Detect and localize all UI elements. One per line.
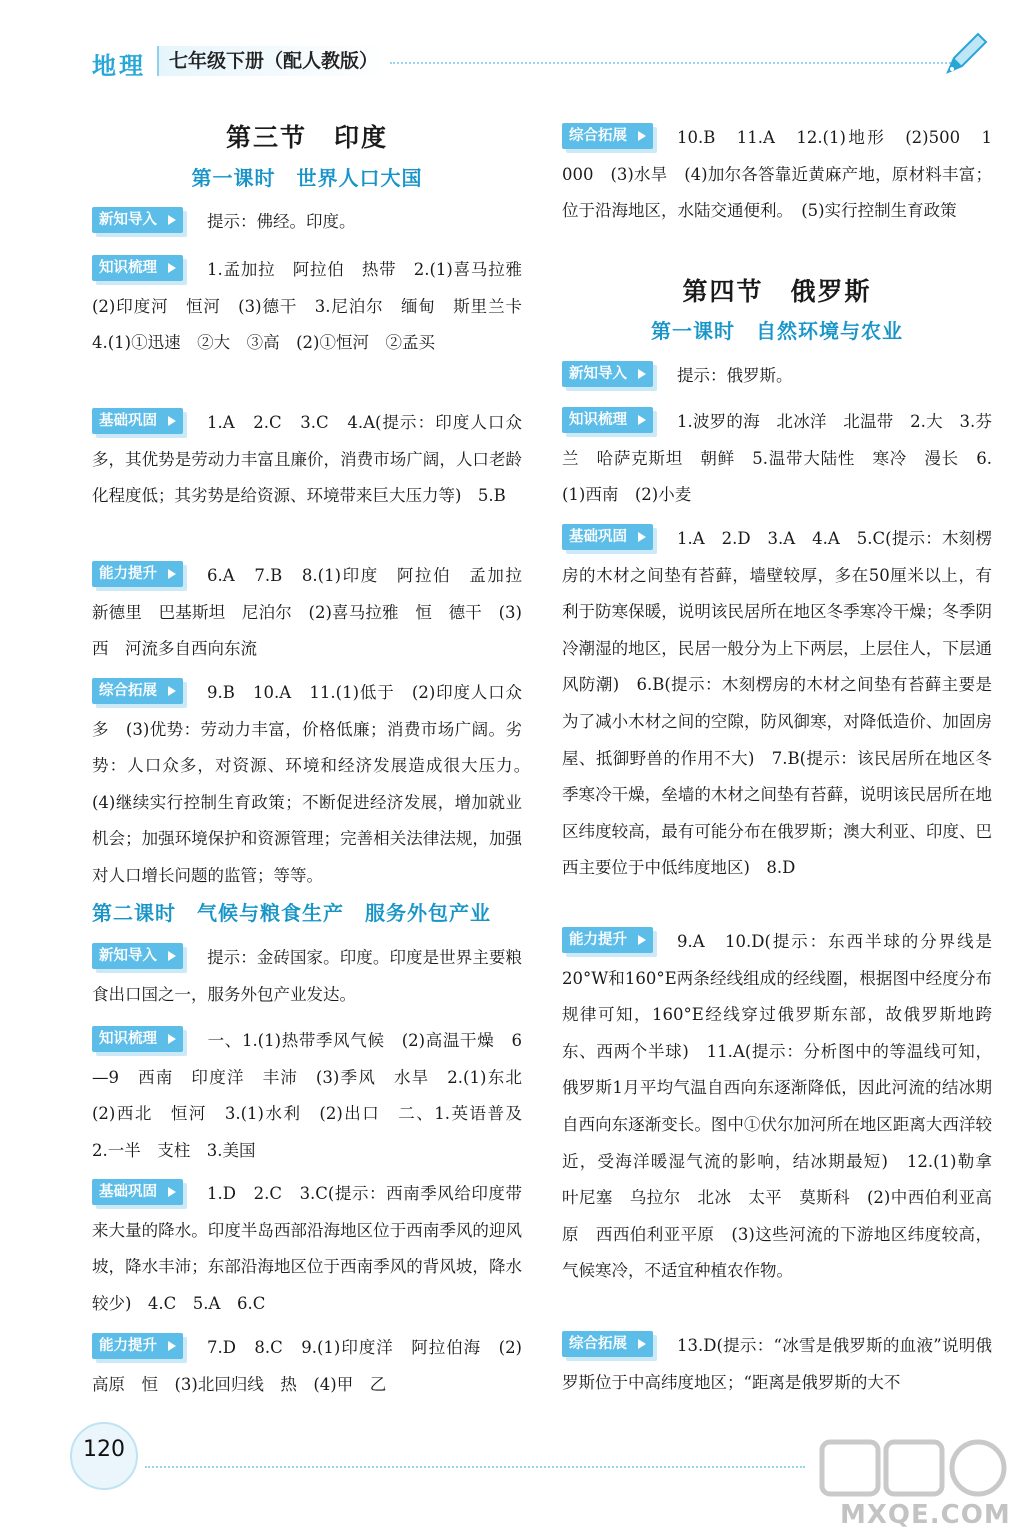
answer-text: 9.A 10.D(提示：东西半球的分界线是20°W和160°E两条经线组成的经线圈，根据图中经度分布规律可知，160°E经线穿过俄罗斯东部，故俄罗斯地跨东、西两个半球) 11.A(提示：分析图中的等温线可知，俄罗斯1月平均气温自西向东逐渐降低，因此河流的结冰期自西向东逐渐变长。图中①伏尔加河所在地区距离大西洋较近，受海洋暖湿气流的影响，结冰期最短) 12.(1)勒拿 叶尼塞 乌拉尔 北冰 太平 莫斯科 (2)中西伯利亚高原 西西伯利亚平原 (3)这些河流的下游地区纬度较高，气候寒冷，不适宜种植农作物。 xyxy=(562,932,1009,1281)
lesson-title-nature: 第一课时 自然环境与农业 xyxy=(651,319,903,343)
badge-ability-improvement: 能力提升 xyxy=(92,1333,183,1359)
answer-text: 一、1.(1)热带季风气候 (2)高温干燥 6—9 西南 印度洋 丰沛 (3)季风 水旱 2.(1)东北 (2)西北 恒河 3.(1)水利 (2)出口 二、1.英语普及 2.一半 支柱 3.美国 xyxy=(92,1031,539,1160)
answer-block xyxy=(92,252,539,362)
footer-divider xyxy=(145,1466,805,1468)
answer-text: 1.A 2.C 3.C 4.A(提示：印度人口众多，其优势是劳动力丰富且廉价，消费市场广阔，人口老龄化程度低；其劣势是给资源、环境带来巨大压力等) 5.B xyxy=(92,413,522,506)
answer-block xyxy=(92,675,539,895)
badge-new-knowledge: 新知导入 xyxy=(562,361,653,387)
subject-label: 地理 xyxy=(92,52,146,80)
lesson-title-population: 第一课时 世界人口大国 xyxy=(191,166,423,190)
watermark-text: MXQE.COM xyxy=(840,1500,1011,1530)
answer-block xyxy=(92,204,522,241)
answer-block xyxy=(562,521,992,887)
answer-text: 10.B 11.A 12.(1)地形 (2)500 1 000 (3)水旱 (4)加尔各答靠近黄麻产地，原材料丰富；位于沿海地区，水陆交通便利。 (5)实行控制生育政策 xyxy=(562,128,992,221)
answer-text: 提示：金砖国家。印度。印度是世界主要粮食出口国之一，服务外包产业发达。 xyxy=(92,948,522,1004)
answer-block xyxy=(92,405,522,515)
answer-block xyxy=(562,358,992,395)
badge-comprehensive-extension: 综合拓展 xyxy=(92,678,183,704)
answer-text: 1.D 2.C 3.C(提示：西南季风给印度带来大量的降水。印度半岛西部沿海地区位于西南季风的迎风坡，降水丰沛；东部沿海地区位于西南季风的背风坡，降水较少) 4.C 5.A 6.C xyxy=(92,1184,522,1313)
answer-block xyxy=(92,558,539,668)
badge-comprehensive-extension: 综合拓展 xyxy=(562,123,653,149)
badge-comprehensive-extension: 综合拓展 xyxy=(562,1331,653,1357)
answer-text: 13.D(提示：“冰雪是俄罗斯的血液”说明俄罗斯位于中高纬度地区；“距离是俄罗斯的大不 xyxy=(562,1336,992,1392)
answer-text: 9.B 10.A 11.(1)低于 (2)印度人口众多 (3)优势：劳动力丰富，价格低廉；消费市场广阔。劣势：人口众多，对资源、环境和经济发展造成很大压力。 (4)继续实行控制生育政策；不断促进经济发展，增加就业机会；加强环境保护和资源管理；完善相关法律法规，加强对人口增长问题的监管；等等。 xyxy=(92,683,539,885)
section-title-russia: 第四节 俄罗斯 xyxy=(682,277,872,306)
page-number: 120 xyxy=(83,1437,125,1462)
answer-text: 7.D 8.C 9.(1)印度洋 阿拉伯海 (2)高原 恒 (3)北回归线 热 (4)甲 乙 xyxy=(92,1338,522,1394)
badge-ability-improvement: 能力提升 xyxy=(92,561,183,587)
grade-label: 七年级下册（配人教版） xyxy=(157,46,388,76)
answer-text: 1.孟加拉 阿拉伯 热带 2.(1)喜马拉雅 (2)印度河 恒河 (3)德干 3.尼泊尔 缅甸 斯里兰卡 4.(1)①迅速 ②大 ③高 (2)①恒河 ②孟买 xyxy=(92,260,539,353)
answer-block xyxy=(92,1023,539,1169)
answer-text: 提示：俄罗斯。 xyxy=(677,366,793,385)
page-header xyxy=(0,0,1025,90)
answer-text: 1.A 2.D 3.A 4.A 5.C(提示：木刻楞房的木材之间垫有苔藓，墙壁较厚，多在50厘米以上，有利于防寒保暖，说明该民居所在地区冬季寒冷干燥；冬季阴冷潮湿的地区，民居一般分为上下两层，上层住人，下层通风防潮) 6.B(提示：木刻楞房的木材之间垫有苔藓主要是为了减小木材之间的空隙，防风御寒，对降低造价、加固房屋、抵御野兽的作用不大) 7.B(提示：该民居所在地区冬季寒冷干燥，垒墙的木材之间垫有苔藓，说明该民居所在地区纬度较高，最有可能分布在俄罗斯；澳大利亚、印度、巴西主要位于中低纬度地区) 8.D xyxy=(562,529,992,878)
header-divider xyxy=(390,62,955,64)
badge-basic-practice: 基础巩固 xyxy=(92,1179,183,1205)
answer-text: 6.A 7.B 8.(1)印度 阿拉伯 孟加拉 新德里 巴基斯坦 尼泊尔 (2)喜马拉雅 恒 德干 (3)西 河流多自西向东流 xyxy=(92,566,539,659)
badge-knowledge-review: 知识梳理 xyxy=(92,255,183,281)
badge-basic-practice: 基础巩固 xyxy=(562,524,653,550)
badge-new-knowledge: 新知导入 xyxy=(92,943,183,969)
answer-block xyxy=(92,940,522,1013)
answer-text: 提示：佛经。印度。 xyxy=(207,212,356,231)
answer-block xyxy=(562,1328,992,1401)
badge-basic-practice: 基础巩固 xyxy=(92,408,183,434)
answer-block xyxy=(562,120,992,230)
answer-block xyxy=(562,404,992,514)
answer-block xyxy=(92,1176,522,1322)
pen-icon xyxy=(940,28,992,80)
badge-ability-improvement: 能力提升 xyxy=(562,927,653,953)
lesson-title-climate: 第二课时 气候与粮食生产 服务外包产业 xyxy=(92,901,491,925)
answer-block xyxy=(562,924,1009,1290)
badge-knowledge-review: 知识梳理 xyxy=(562,407,653,433)
answer-block xyxy=(92,1330,522,1403)
badge-knowledge-review: 知识梳理 xyxy=(92,1026,183,1052)
answer-text: 1.波罗的海 北冰洋 北温带 2.大 3.芬兰 哈萨克斯坦 朝鲜 5.温带大陆性 寒冷 漫长 6.(1)西南 (2)小麦 xyxy=(562,412,992,505)
section-title-india: 第三节 印度 xyxy=(225,123,388,152)
badge-new-knowledge: 新知导入 xyxy=(92,207,183,233)
